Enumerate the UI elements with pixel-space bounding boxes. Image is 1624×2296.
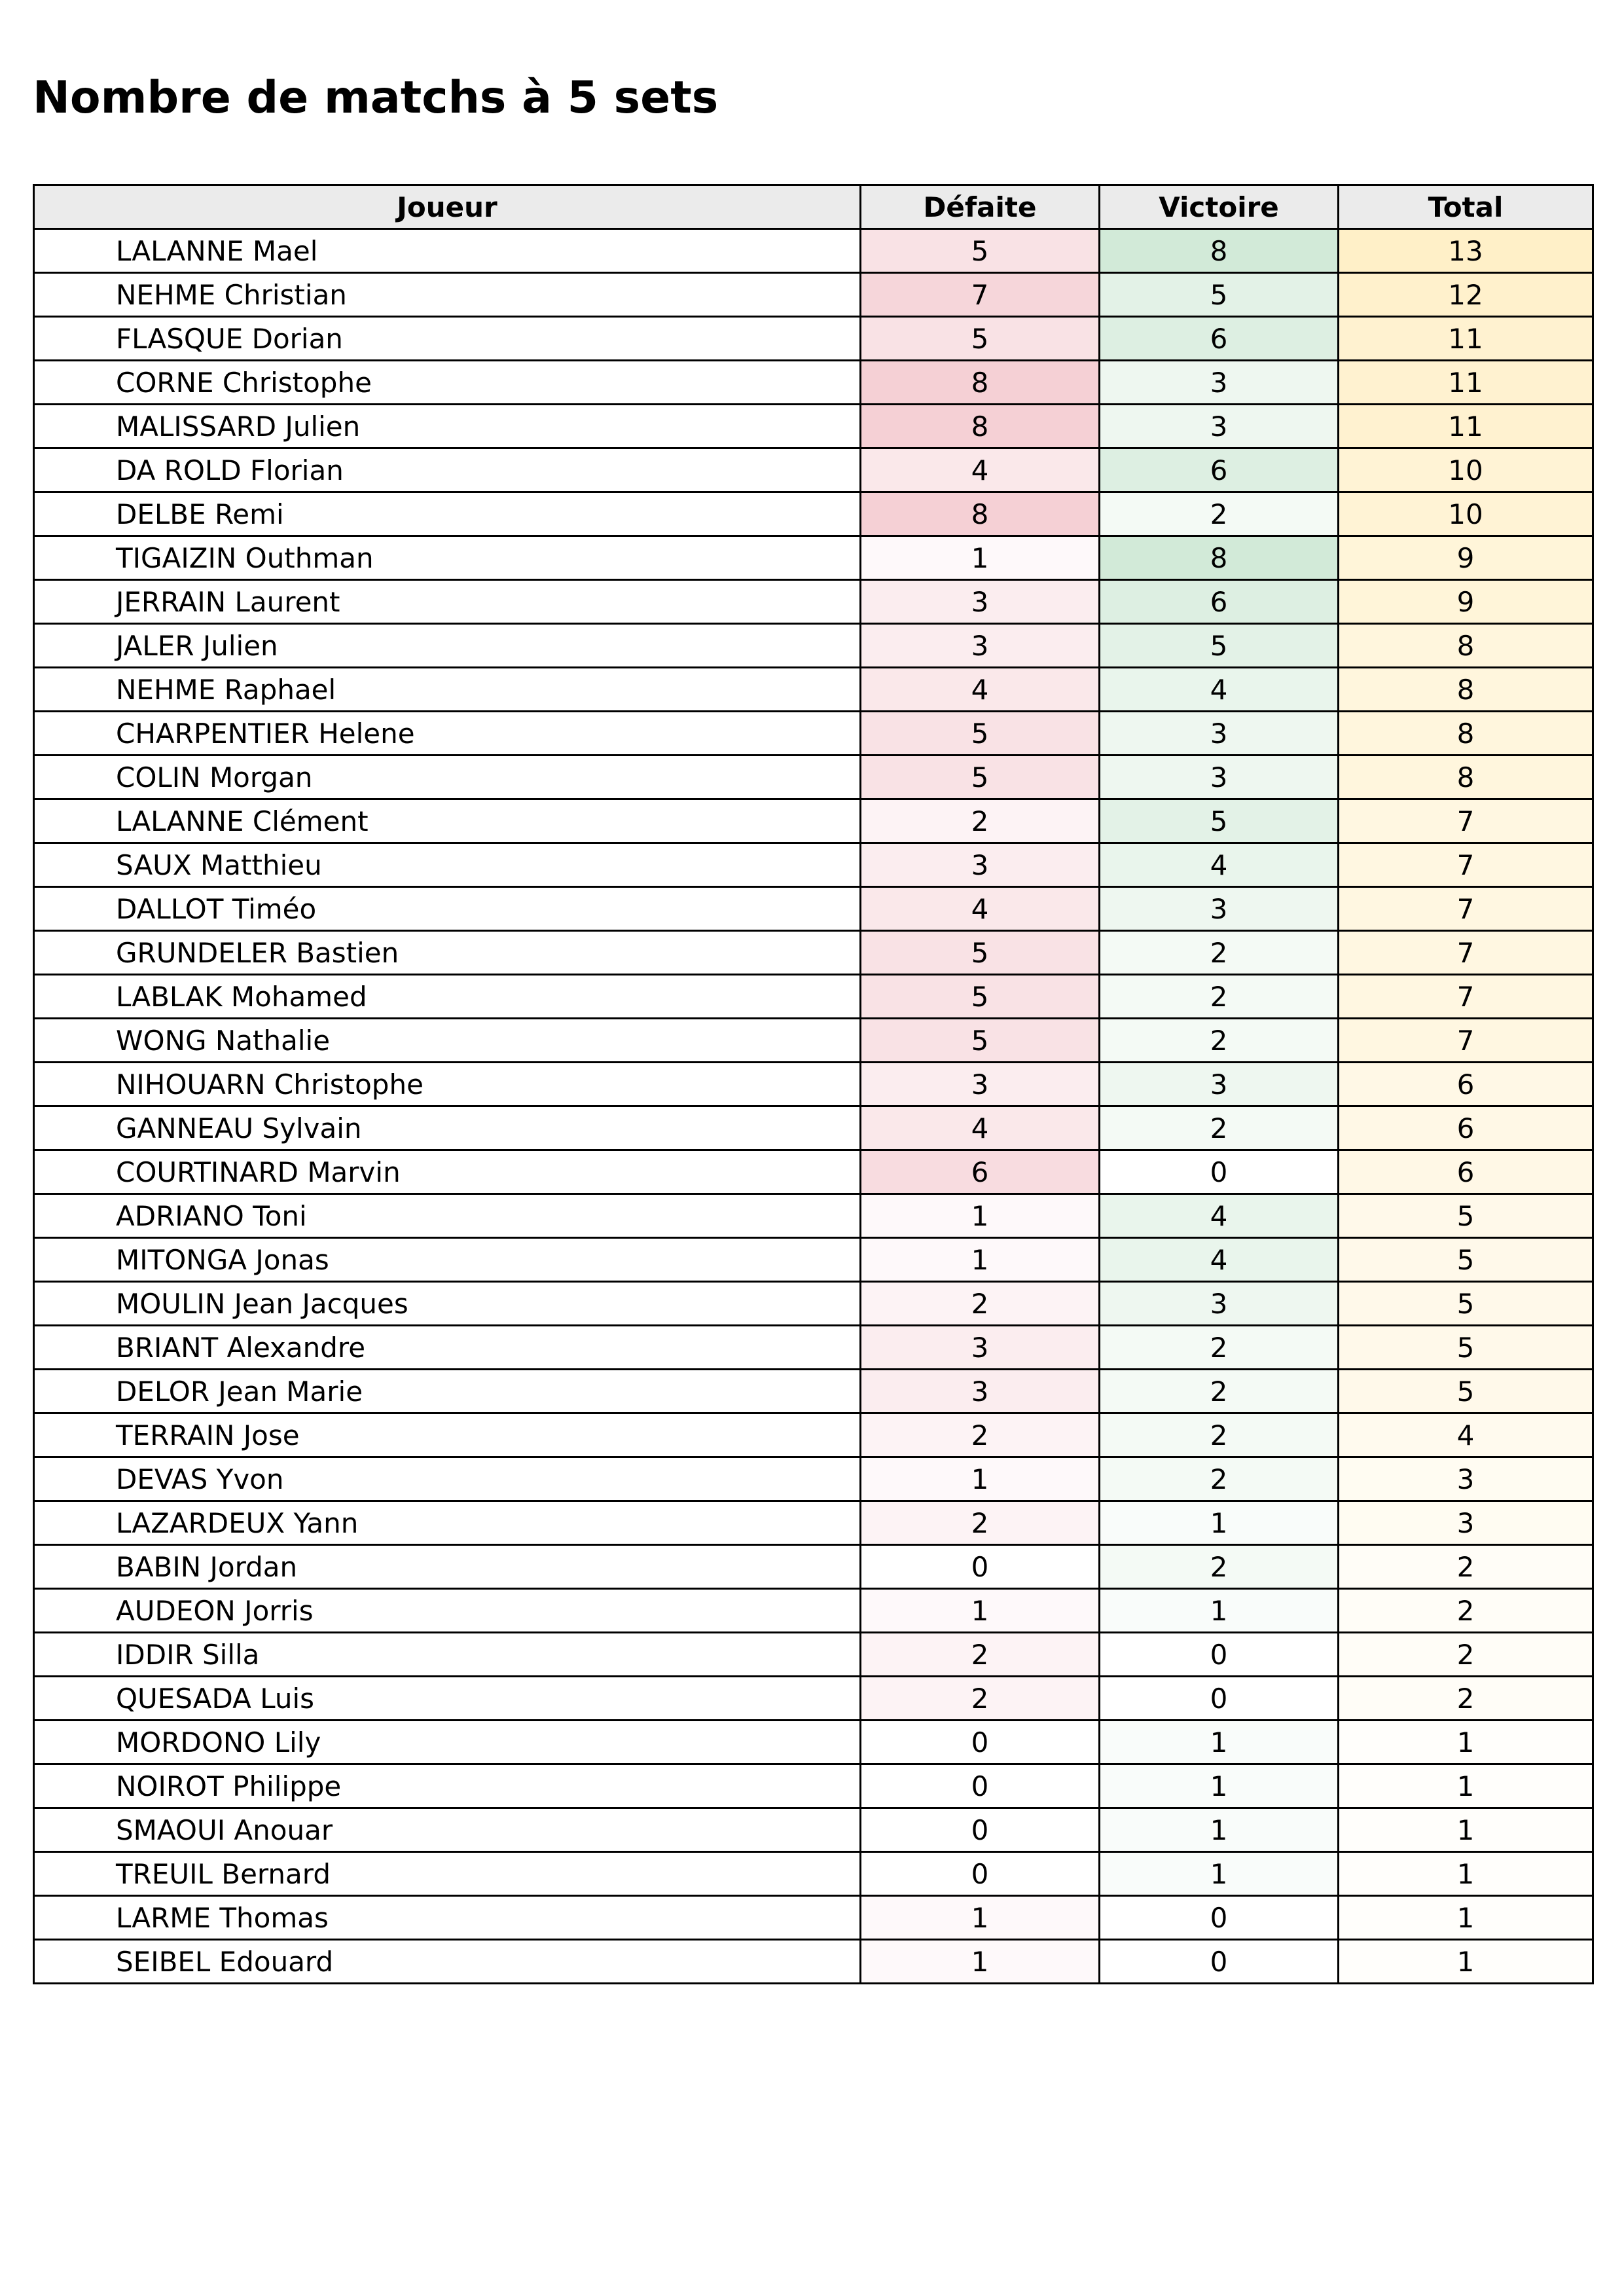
cell-total: 5 [1339,1370,1593,1413]
cell-total: 5 [1339,1326,1593,1370]
cell-total: 1 [1339,1764,1593,1808]
cell-total: 7 [1339,1019,1593,1063]
table-row [34,448,1593,492]
cell-total: 11 [1339,361,1593,405]
cell-defaite: 0 [861,1545,1100,1589]
table-row [34,1721,1593,1764]
table-row [34,1370,1593,1413]
cell-total: 8 [1339,624,1593,668]
cell-total: 7 [1339,887,1593,931]
cell-victoire: 3 [1100,1063,1339,1106]
table-row [34,712,1593,756]
table-row [34,1852,1593,1896]
cell-victoire: 2 [1100,1326,1339,1370]
table-row [34,1457,1593,1501]
cell-defaite: 2 [861,799,1100,843]
cell-victoire: 3 [1100,405,1339,448]
cell-victoire: 0 [1100,1677,1339,1721]
cell-total: 4 [1339,1413,1593,1457]
cell-total: 6 [1339,1063,1593,1106]
cell-victoire: 2 [1100,1545,1339,1589]
cell-total: 2 [1339,1589,1593,1633]
cell-defaite: 4 [861,668,1100,712]
table-row [34,887,1593,931]
cell-defaite: 2 [861,1413,1100,1457]
cell-defaite: 3 [861,843,1100,887]
table-row [34,492,1593,536]
cell-defaite: 2 [861,1501,1100,1545]
cell-total: 3 [1339,1457,1593,1501]
cell-defaite: 3 [861,624,1100,668]
cell-defaite: 4 [861,448,1100,492]
cell-joueur: JALER Julien [34,624,861,668]
cell-total: 6 [1339,1106,1593,1150]
cell-joueur: MORDONO Lily [34,1721,861,1764]
cell-defaite: 1 [861,1238,1100,1282]
cell-joueur: NEHME Raphael [34,668,861,712]
cell-joueur: MOULIN Jean Jacques [34,1282,861,1326]
table-row [34,1282,1593,1326]
cell-victoire: 5 [1100,799,1339,843]
table-row [34,975,1593,1019]
table-row [34,843,1593,887]
cell-defaite: 4 [861,887,1100,931]
cell-joueur: TIGAIZIN Outhman [34,536,861,580]
cell-joueur: QUESADA Luis [34,1677,861,1721]
cell-joueur: LALANNE Clément [34,799,861,843]
cell-victoire: 0 [1100,1940,1339,1984]
cell-victoire: 4 [1100,668,1339,712]
cell-total: 13 [1339,229,1593,273]
table-row [34,1940,1593,1984]
cell-victoire: 1 [1100,1852,1339,1896]
page-title: Nombre de matchs à 5 sets [33,72,719,124]
cell-joueur: JERRAIN Laurent [34,580,861,624]
cell-joueur: WONG Nathalie [34,1019,861,1063]
cell-total: 1 [1339,1896,1593,1940]
cell-defaite: 5 [861,756,1100,799]
table-row [34,1194,1593,1238]
cell-victoire: 0 [1100,1896,1339,1940]
cell-joueur: ADRIANO Toni [34,1194,861,1238]
cell-victoire: 3 [1100,887,1339,931]
table-body [34,229,1593,1984]
table-row [34,756,1593,799]
cell-joueur: NIHOUARN Christophe [34,1063,861,1106]
column-header-total: Total [1339,185,1593,229]
cell-defaite: 4 [861,1106,1100,1150]
cell-total: 7 [1339,931,1593,975]
cell-defaite: 8 [861,405,1100,448]
cell-total: 10 [1339,448,1593,492]
cell-victoire: 4 [1100,1238,1339,1282]
cell-defaite: 0 [861,1852,1100,1896]
cell-joueur: LALANNE Mael [34,229,861,273]
table-row [34,1633,1593,1677]
cell-joueur: DEVAS Yvon [34,1457,861,1501]
cell-victoire: 2 [1100,1019,1339,1063]
table-row [34,536,1593,580]
cell-joueur: CORNE Christophe [34,361,861,405]
cell-defaite: 6 [861,1150,1100,1194]
table-row [34,1063,1593,1106]
table-row [34,799,1593,843]
cell-defaite: 2 [861,1282,1100,1326]
table-row [34,668,1593,712]
table-row [34,624,1593,668]
cell-victoire: 2 [1100,975,1339,1019]
cell-total: 7 [1339,799,1593,843]
cell-victoire: 5 [1100,273,1339,317]
table-header [34,185,1593,229]
cell-total: 5 [1339,1238,1593,1282]
cell-victoire: 1 [1100,1501,1339,1545]
cell-defaite: 3 [861,580,1100,624]
cell-victoire: 2 [1100,1413,1339,1457]
table-row [34,1545,1593,1589]
cell-joueur: IDDIR Silla [34,1633,861,1677]
cell-defaite: 1 [861,1896,1100,1940]
cell-defaite: 5 [861,931,1100,975]
cell-defaite: 2 [861,1677,1100,1721]
table-row [34,1238,1593,1282]
table-row [34,1764,1593,1808]
cell-joueur: LARME Thomas [34,1896,861,1940]
cell-total: 8 [1339,712,1593,756]
cell-total: 2 [1339,1545,1593,1589]
cell-total: 7 [1339,843,1593,887]
table-row [34,1896,1593,1940]
cell-joueur: COLIN Morgan [34,756,861,799]
cell-total: 12 [1339,273,1593,317]
cell-victoire: 6 [1100,448,1339,492]
cell-defaite: 1 [861,1457,1100,1501]
cell-total: 8 [1339,756,1593,799]
table-row [34,317,1593,361]
cell-defaite: 1 [861,1589,1100,1633]
cell-joueur: MITONGA Jonas [34,1238,861,1282]
cell-defaite: 3 [861,1063,1100,1106]
cell-victoire: 4 [1100,843,1339,887]
table-row [34,1019,1593,1063]
cell-joueur: DA ROLD Florian [34,448,861,492]
cell-victoire: 2 [1100,1106,1339,1150]
table-row [34,1413,1593,1457]
cell-victoire: 6 [1100,317,1339,361]
cell-defaite: 3 [861,1326,1100,1370]
cell-total: 9 [1339,536,1593,580]
table-row [34,1808,1593,1852]
cell-joueur: CHARPENTIER Helene [34,712,861,756]
cell-joueur: NEHME Christian [34,273,861,317]
cell-victoire: 2 [1100,1370,1339,1413]
cell-defaite: 0 [861,1764,1100,1808]
table-row [34,361,1593,405]
cell-joueur: AUDEON Jorris [34,1589,861,1633]
cell-defaite: 5 [861,712,1100,756]
cell-defaite: 8 [861,361,1100,405]
cell-total: 1 [1339,1940,1593,1984]
cell-defaite: 1 [861,536,1100,580]
cell-joueur: DALLOT Timéo [34,887,861,931]
cell-total: 1 [1339,1808,1593,1852]
cell-victoire: 2 [1100,492,1339,536]
cell-defaite: 1 [861,1940,1100,1984]
cell-total: 2 [1339,1677,1593,1721]
cell-victoire: 2 [1100,1457,1339,1501]
column-header-defaite: Défaite [861,185,1100,229]
cell-victoire: 3 [1100,1282,1339,1326]
table-row [34,1677,1593,1721]
cell-total: 5 [1339,1194,1593,1238]
cell-total: 6 [1339,1150,1593,1194]
cell-total: 3 [1339,1501,1593,1545]
cell-joueur: LAZARDEUX Yann [34,1501,861,1545]
cell-joueur: GRUNDELER Bastien [34,931,861,975]
cell-defaite: 5 [861,975,1100,1019]
column-header-joueur: Joueur [34,185,861,229]
cell-joueur: LABLAK Mohamed [34,975,861,1019]
cell-joueur: GANNEAU Sylvain [34,1106,861,1150]
cell-joueur: BABIN Jordan [34,1545,861,1589]
cell-total: 1 [1339,1852,1593,1896]
cell-defaite: 0 [861,1808,1100,1852]
cell-joueur: COURTINARD Marvin [34,1150,861,1194]
table-row [34,1106,1593,1150]
cell-victoire: 0 [1100,1150,1339,1194]
table-row [34,273,1593,317]
cell-defaite: 2 [861,1633,1100,1677]
column-header-victoire: Victoire [1100,185,1339,229]
cell-joueur: DELBE Remi [34,492,861,536]
cell-victoire: 1 [1100,1589,1339,1633]
cell-joueur: TERRAIN Jose [34,1413,861,1457]
cell-defaite: 3 [861,1370,1100,1413]
cell-victoire: 1 [1100,1764,1339,1808]
cell-victoire: 5 [1100,624,1339,668]
table-row [34,1501,1593,1545]
cell-total: 2 [1339,1633,1593,1677]
cell-joueur: FLASQUE Dorian [34,317,861,361]
cell-joueur: SMAOUI Anouar [34,1808,861,1852]
cell-victoire: 8 [1100,229,1339,273]
cell-defaite: 5 [861,229,1100,273]
cell-joueur: DELOR Jean Marie [34,1370,861,1413]
results-table [33,184,1594,1984]
table-row [34,1150,1593,1194]
cell-joueur: TREUIL Bernard [34,1852,861,1896]
table-row [34,229,1593,273]
cell-joueur: SEIBEL Edouard [34,1940,861,1984]
cell-total: 5 [1339,1282,1593,1326]
cell-victoire: 6 [1100,580,1339,624]
cell-defaite: 8 [861,492,1100,536]
cell-total: 1 [1339,1721,1593,1764]
cell-victoire: 4 [1100,1194,1339,1238]
cell-victoire: 2 [1100,931,1339,975]
cell-victoire: 3 [1100,361,1339,405]
cell-total: 9 [1339,580,1593,624]
cell-defaite: 5 [861,1019,1100,1063]
cell-joueur: BRIANT Alexandre [34,1326,861,1370]
cell-victoire: 3 [1100,712,1339,756]
cell-joueur: MALISSARD Julien [34,405,861,448]
header-row [34,185,1593,229]
cell-total: 7 [1339,975,1593,1019]
cell-joueur: SAUX Matthieu [34,843,861,887]
cell-total: 8 [1339,668,1593,712]
cell-total: 11 [1339,317,1593,361]
table-row [34,405,1593,448]
table-row [34,931,1593,975]
cell-total: 10 [1339,492,1593,536]
cell-defaite: 7 [861,273,1100,317]
table-row [34,1326,1593,1370]
cell-victoire: 8 [1100,536,1339,580]
cell-joueur: NOIROT Philippe [34,1764,861,1808]
cell-victoire: 1 [1100,1721,1339,1764]
cell-total: 11 [1339,405,1593,448]
cell-victoire: 0 [1100,1633,1339,1677]
cell-defaite: 0 [861,1721,1100,1764]
table-row [34,580,1593,624]
cell-victoire: 1 [1100,1808,1339,1852]
cell-defaite: 5 [861,317,1100,361]
cell-victoire: 3 [1100,756,1339,799]
cell-defaite: 1 [861,1194,1100,1238]
table-row [34,1589,1593,1633]
